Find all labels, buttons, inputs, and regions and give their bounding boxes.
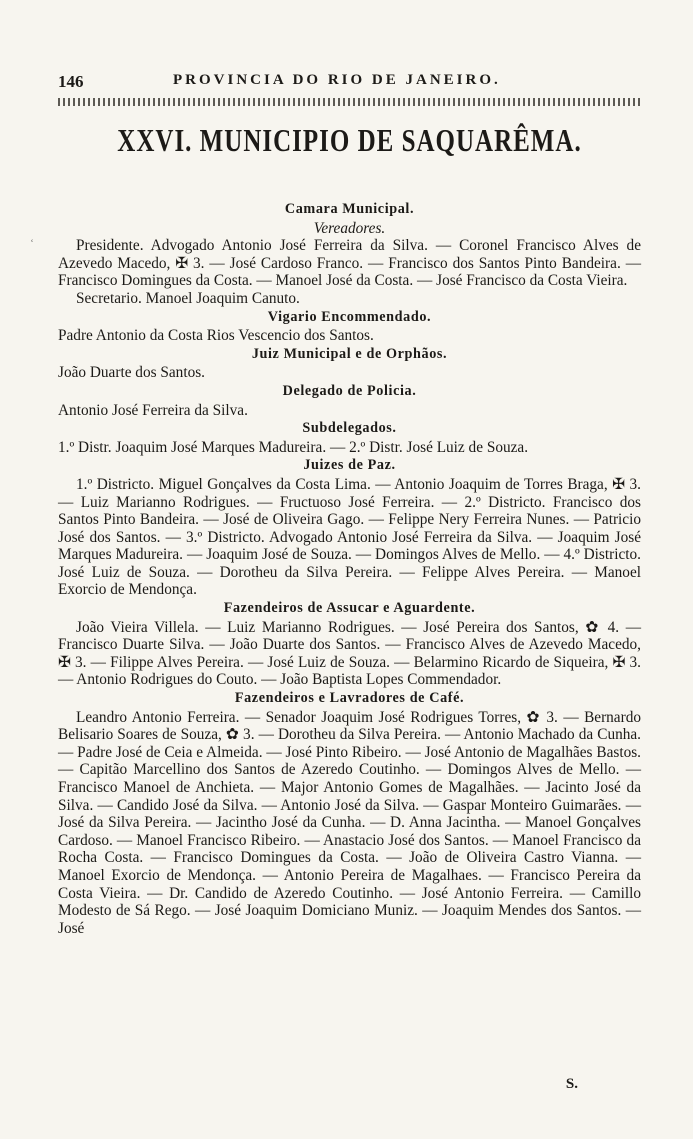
paragraph: 1.º Districto. Miguel Gonçalves da Costa Lima. — Antonio Joaquim de Torres Braga, ✠ 3. — Luiz Marianno Rodrigues. — Fructuoso José Ferreira. — 2.º Districto. Francisco dos Santos Pinto Bandeira. — José de Oliveira Gago. — Felippe Nery Ferreira Nunes. — Patricio José dos Santos. — 3.º Districto. Advogado Antonio José Ferreira da Silva. — Joaquim José Marques Madureira. — Joaquim José de Souza. — Domingos Alves de Mello. — 4.º Districto. José Luiz de Souza. — Dorotheu da Silva Pereira. — Felippe Alves Pereira. — Manoel Exorcio de Mendonça. [58,475,641,599]
section-heading: Juizes de Paz. [303,457,396,474]
section-heading: Juiz Municipal e de Orphãos. [251,345,448,362]
section-subheading: Vereadores. [313,219,386,237]
document-body [58,200,641,937]
paragraph: 1.º Distr. Joaquim José Marques Madureira. — 2.º Distr. José Luiz de Souza. [58,438,529,456]
paragraph: Antonio José Ferreira da Silva. [58,401,248,419]
section-heading: Fazendeiros de Assucar e Aguardente. [223,600,476,617]
section-heading: Delegado de Policia. [282,382,417,399]
signature-mark: S. [565,1076,578,1092]
margin-mark: ʿ [30,237,34,251]
section-heading: Subdelegados. [302,420,397,437]
section-heading: Vigario Encommendado. [267,308,432,325]
chapter-title: XXVI. MUNICIPIO DE SAQUARÊMA. [117,124,582,159]
running-title: PROVINCIA DO RIO DE JANEIRO. [173,72,501,88]
paragraph: Secretario. Manoel Joaquim Canuto. [76,289,300,307]
section-heading: Fazendeiros e Lavradores de Café. [234,690,465,707]
paragraph: João Vieira Villela. — Luiz Marianno Rodrigues. — José Pereira dos Santos, ✿ 4. — Francisco Duarte Silva. — João Duarte dos Santos. — Francisco Alves de Azevedo Macedo, ✠ 3. — Filippe Alves Pereira. — José Luiz de Souza. — Belarmino Ricardo de Siqueira, ✠ 3. — Antonio Rodrigues do Couto. — João Baptista Lopes Commendador. [58,618,641,689]
section-heading: Camara Municipal. [284,201,415,217]
running-head [58,72,641,94]
paragraph: Leandro Antonio Ferreira. — Senador Joaquim José Rodrigues Torres, ✿ 3. — Bernardo Belisario Soares de Souza, ✿ 3. — Dorotheu da Silva Pereira. — Antonio Machado da Cunha. — Padre José de Ceia e Almeida. — José Pinto Ribeiro. — José Antonio de Magalhães Bastos. — Capitão Marcellino dos Santos de Azeredo Coutinho. — Domingos Alves de Mello. — Francisco Manoel de Anchieta. — Major Antonio Gomes de Magalhães. — Jacinto José da Silva. — Candido José da Silva. — Antonio José da Silva. — Gaspar Monteiro Guimarães. — José da Silva Pereira. — Jacintho José da Cunha. — D. Anna Jacintha. — Manoel Gonçalves Cardoso. — Manoel Francisco Ribeiro. — Anastacio José dos Santos. — Manoel Francisco da Rocha Costa. — Francisco Domingues da Costa. — João de Oliveira Castro Vianna. — Manoel Exorcio de Mendonça. — Antonio Pereira de Magalhaes. — Francisco Pereira da Costa Vieira. — Dr. Candido de Azeredo Coutinho. — José Antonio Ferreira. — Camillo Modesto de Sá Rego. — José Joaquim Domiciano Muniz. — Joaquim Mendes dos Santos. — José [58,708,641,937]
paragraph: João Duarte dos Santos. [58,364,206,382]
decorative-rule [58,98,641,106]
paragraph: Padre Antonio da Costa Rios Vescencio dos Santos. [58,327,374,345]
page-number: 146 [58,72,84,91]
paragraph: Presidente. Advogado Antonio José Ferreira da Silva. — Coronel Francisco Alves de Azevedo Macedo, ✠ 3. — José Cardoso Franco. — Francisco dos Santos Pinto Bandeira. — Francisco Domingues da Costa. — Manoel José da Costa. — José Francisco da Costa Vieira. [58,237,641,290]
